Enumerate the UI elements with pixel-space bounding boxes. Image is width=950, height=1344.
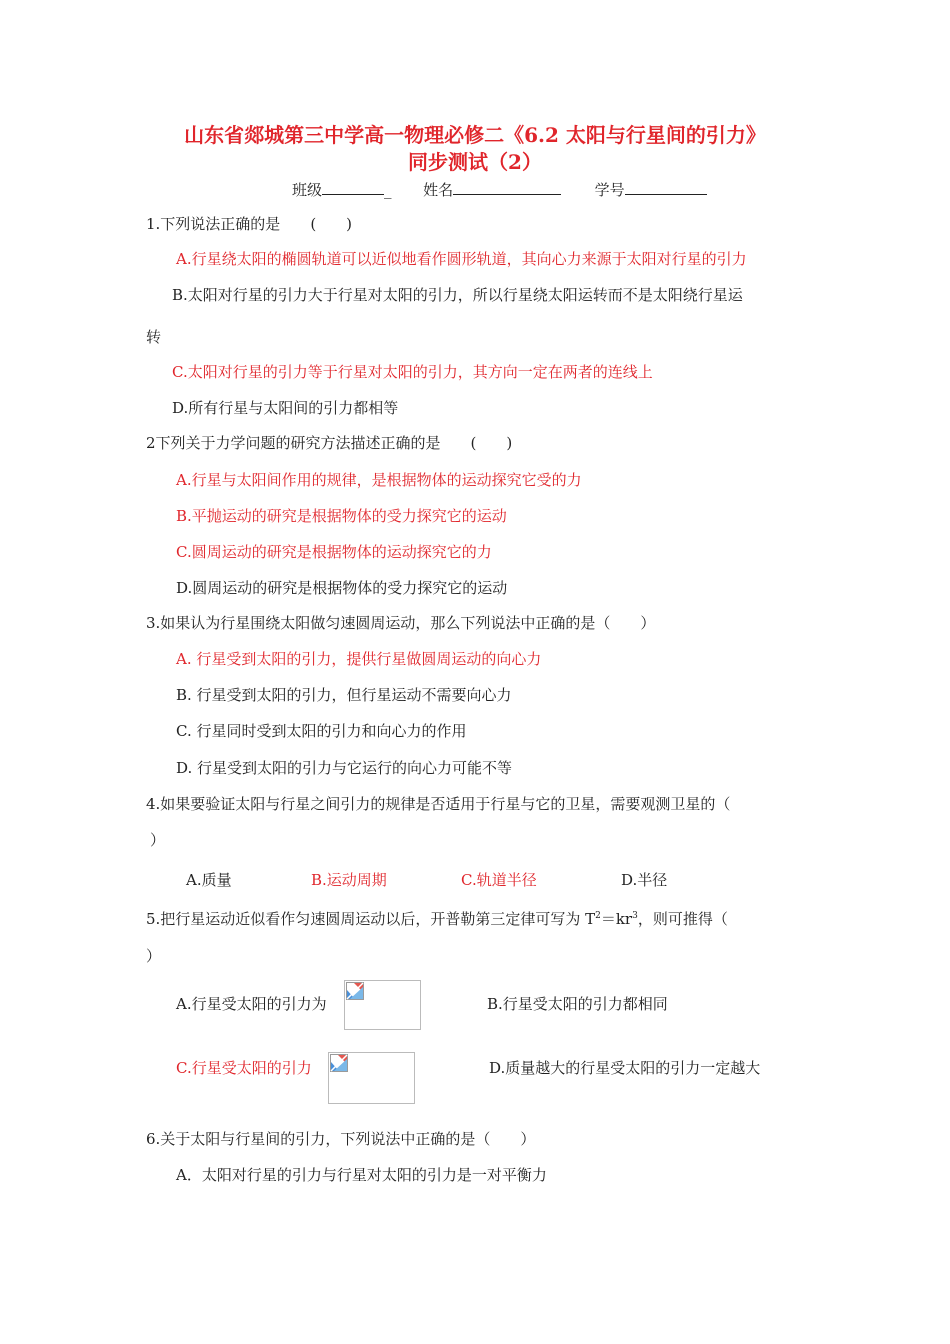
number-label: 学号 (594, 181, 625, 199)
q5-stem-pre: 5.把行星运动近似看作匀速圆周运动以后，开普勒第三定律可写为 T (146, 910, 596, 928)
q2-option-d: D.圆周运动的研究是根据物体的受力探究它的运动 (176, 579, 508, 597)
q4-option-d: D.半径 (621, 871, 668, 889)
q5-stem-line1 (146, 906, 728, 929)
q1-option-d: D.所有行星与太阳间的引力都相等 (172, 399, 399, 417)
q5-stem-line2: ） (146, 947, 162, 965)
name-blank (453, 178, 561, 195)
class-blank (322, 178, 384, 195)
q1-stem: 1.下列说法正确的是 ( ) (146, 215, 353, 233)
number-blank (625, 178, 707, 195)
q2-option-c: C.圆周运动的研究是根据物体的运动探究它的力 (176, 543, 492, 561)
q2-option-a: A.行星与太阳间作用的规律，是根据物体的运动探究它受的力 (176, 471, 582, 489)
q3-option-d: D. 行星受到太阳的引力与它运行的向心力可能不等 (176, 759, 513, 777)
q4-option-a: A.质量 (186, 871, 232, 889)
q4-option-c: C.轨道半径 (461, 871, 537, 889)
q5-option-d: D.质量越大的行星受太阳的引力一定越大 (489, 1059, 761, 1077)
broken-image-icon (330, 1054, 348, 1072)
q3-option-a: A. 行星受到太阳的引力，提供行星做圆周运动的向心力 (176, 650, 542, 668)
q1-option-a: A.行星绕太阳的椭圆轨道可以近似地看作圆形轨道，其向心力来源于太阳对行星的引力 (176, 250, 747, 268)
q5-stem-post: ，则可推得（ (637, 910, 728, 928)
broken-image-icon (346, 982, 364, 1000)
document-title-line2: 同步测试（2） (408, 150, 542, 174)
q5-option-a-formula-image (344, 980, 421, 1030)
q5-sup-2: 2 (595, 911, 601, 921)
q3-option-c: C. 行星同时受到太阳的引力和向心力的作用 (176, 722, 467, 740)
q3-stem: 3.如果认为行星围绕太阳做匀速圆周运动，那么下列说法中正确的是（ ） (146, 614, 656, 632)
class-blank-tail: _ (384, 181, 392, 199)
q4-option-b: B.运动周期 (311, 871, 387, 889)
q3-option-b: B. 行星受到太阳的引力，但行星运动不需要向心力 (176, 686, 512, 704)
name-label: 姓名 (423, 181, 454, 199)
q5-stem-mid: ＝kr (600, 910, 633, 928)
class-label: 班级 (292, 181, 323, 199)
q1-option-b-line1: B.太阳对行星的引力大于行星对太阳的引力，所以行星绕太阳运转而不是太阳绕行星运 (172, 286, 743, 304)
q6-stem: 6.关于太阳与行星间的引力，下列说法中正确的是（ ） (146, 1130, 536, 1148)
q2-option-b: B.平抛运动的研究是根据物体的受力探究它的运动 (176, 507, 507, 525)
q1-option-c: C.太阳对行星的引力等于行星对太阳的引力，其方向一定在两者的连线上 (172, 363, 653, 381)
q6-option-a: A．太阳对行星的引力与行星对太阳的引力是一对平衡力 (176, 1166, 547, 1184)
q1-option-b-line2: 转 (146, 328, 162, 346)
q5-option-c-formula-image (328, 1052, 415, 1104)
student-info-row (292, 178, 707, 200)
q2-stem: 2下列关于力学问题的研究方法描述正确的是 ( ) (146, 434, 513, 452)
q5-option-a: A.行星受太阳的引力为 (176, 995, 327, 1013)
q4-stem-line1: 4.如果要验证太阳与行星之间引力的规律是否适用于行星与它的卫星，需要观测卫星的（ (146, 795, 731, 813)
q5-option-c: C.行星受太阳的引力 (176, 1059, 312, 1077)
q5-option-b: B.行星受太阳的引力都相同 (487, 995, 668, 1013)
q4-stem-line2: ） (150, 831, 166, 849)
document-title-line1: 山东省郯城第三中学高一物理必修二《6.2 太阳与行星间的引力》 (184, 123, 766, 147)
q5-sup-3: 3 (632, 911, 638, 921)
